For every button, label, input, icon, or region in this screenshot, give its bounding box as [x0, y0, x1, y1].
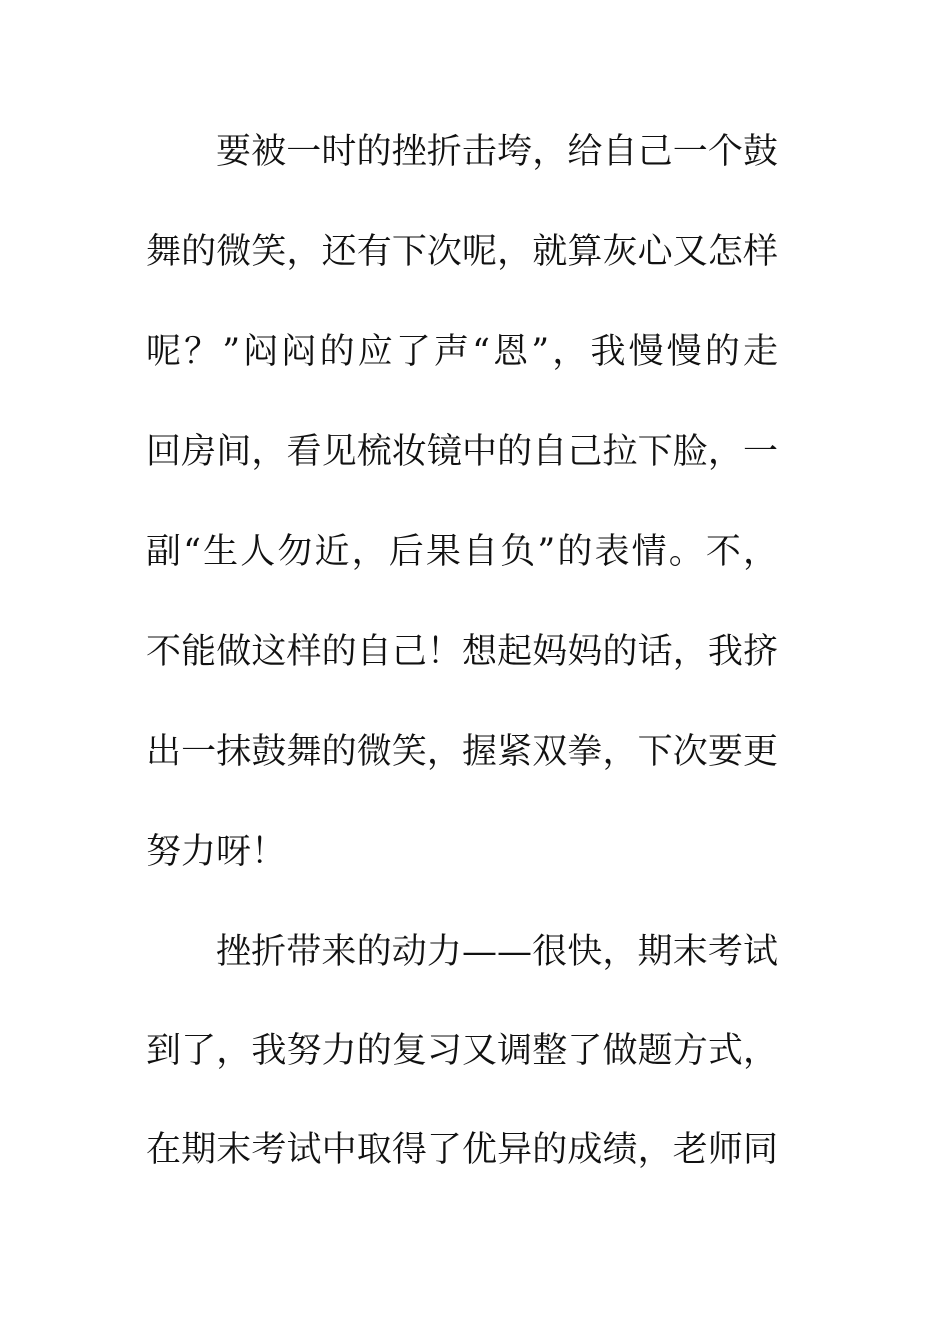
- text-line-3: 呢？”闷闷的应了声“恩”，我慢慢的走: [146, 332, 778, 372]
- text-line-10: 到了，我努力的复习又调整了做题方式，: [146, 1031, 778, 1071]
- text-line-9: 挫折带来的动力——很快，期末考试: [216, 932, 778, 972]
- text-line-1: 要被一时的挫折击垮，给自己一个鼓: [216, 132, 778, 172]
- text-line-11: 在期末考试中取得了优异的成绩，老师同: [146, 1130, 778, 1170]
- text-line-2: 舞的微笑，还有下次呢，就算灰心又怎样: [146, 232, 778, 272]
- text-line-5: 副“生人勿近，后果自负”的表情。不，: [146, 532, 778, 572]
- text-line-7: 出一抹鼓舞的微笑，握紧双拳，下次要更: [146, 732, 778, 772]
- text-line-4: 回房间，看见梳妆镜中的自己拉下脸，一: [146, 432, 778, 472]
- text-line-8: 努力呀！: [146, 832, 287, 872]
- text-line-6: 不能做这样的自己！想起妈妈的话，我挤: [146, 632, 778, 672]
